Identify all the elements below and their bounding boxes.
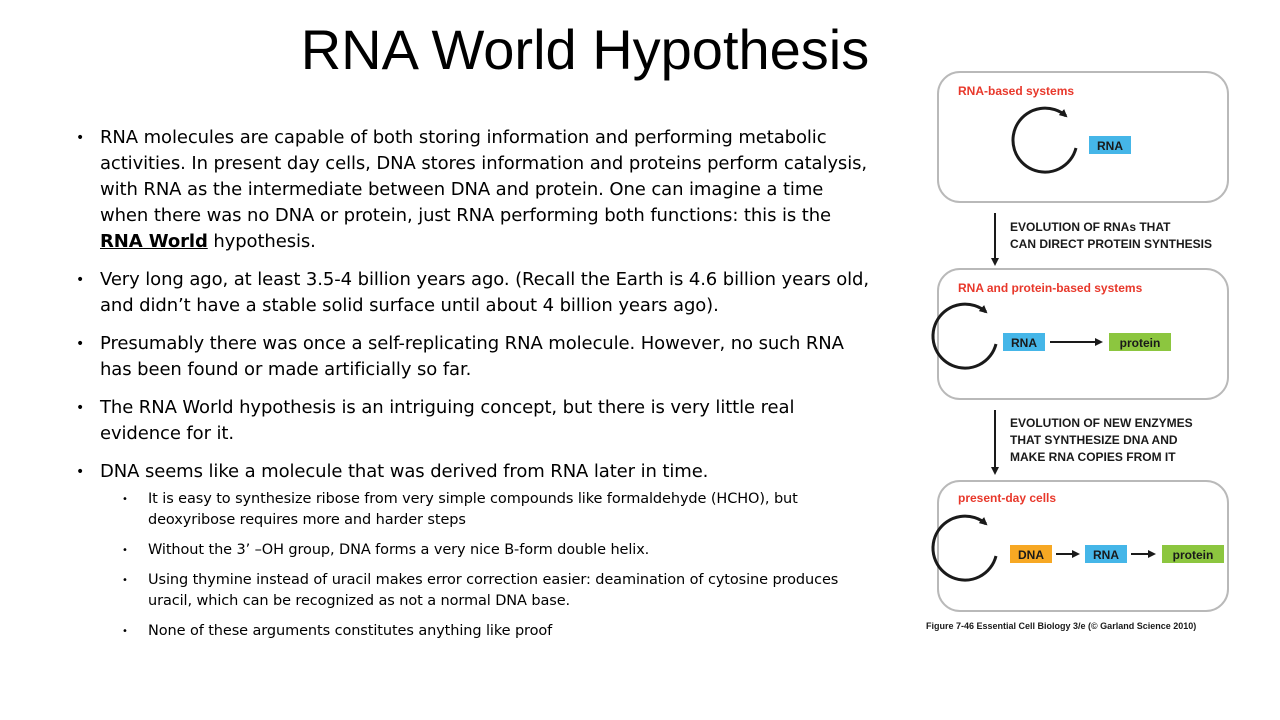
sub-bullet-item	[100, 570, 876, 612]
sub-bullet-dot-icon: •	[122, 545, 128, 556]
step2-line2: THAT SYNTHESIZE DNA AND	[1010, 433, 1178, 447]
sub-bullet-text: Using thymine instead of uracil makes error correction easier: deamination of cytosine produces uracil, which can be recognized as not a normal DNA base.	[148, 572, 839, 609]
sub-bullet-dot-icon: •	[122, 494, 128, 505]
rna-label: RNA	[1011, 336, 1037, 350]
rna-label: RNA	[1097, 139, 1123, 153]
sub-bullet-item	[100, 621, 876, 642]
rna-label: RNA	[1093, 548, 1119, 562]
bullet-dot-icon: •	[76, 336, 85, 352]
sub-bullet-text: Without the 3’ –OH group, DNA forms a very nice B-form double helix.	[148, 542, 650, 558]
protein-label: protein	[1172, 548, 1214, 562]
bullet-text: Presumably there was once a self-replicating RNA molecule. However, no such RNA has been found or made artificially so far.	[100, 333, 844, 380]
bullet-item	[76, 267, 876, 319]
sub-bullet-dot-icon: •	[122, 575, 128, 586]
step1-line1: EVOLUTION OF RNAs THAT	[1010, 220, 1171, 234]
bullet-dot-icon: •	[76, 130, 85, 146]
sub-bullet-item	[100, 489, 876, 531]
bullet-text: DNA seems like a molecule that was derived from RNA later in time.	[100, 461, 709, 482]
step1-line2: CAN DIRECT PROTEIN SYNTHESIS	[1010, 237, 1213, 251]
bullet-item	[76, 331, 876, 383]
bullet-text: RNA molecules are capable of both storing information and performing metabolic activities. In present day cells, DNA stores information and proteins perform catalysis, with RNA as the intermediate between DNA and protein. One can imagine a time when there was no DNA or protein, just RNA performing both functions: this is the	[100, 127, 868, 226]
step2-line1: EVOLUTION OF NEW ENZYMES	[1010, 416, 1193, 430]
sub-bullet-dot-icon: •	[122, 626, 128, 637]
bullet-text: The RNA World hypothesis is an intriguing concept, but there is very little real evidence for it.	[100, 397, 795, 444]
figure-svg	[926, 68, 1246, 638]
rna-world-figure	[926, 68, 1246, 638]
bullet-text: Very long ago, at least 3.5-4 billion years ago. (Recall the Earth is 4.6 billion years old, and didn’t have a stable solid surface until about 4 billion years ago).	[100, 269, 869, 316]
sub-bullet-item	[100, 540, 876, 561]
sub-bullet-list	[100, 489, 876, 642]
panel2-title: RNA and protein-based systems	[958, 281, 1143, 295]
bullet-dot-icon: •	[76, 400, 85, 416]
bullet-list	[76, 125, 876, 651]
rna-world-emphasis: RNA World	[100, 231, 208, 252]
panel3-title: present-day cells	[958, 491, 1057, 505]
bullet-item	[76, 459, 876, 642]
sub-bullet-text: It is easy to synthesize ribose from very simple compounds like formaldehyde (HCHO), but deoxyribose requires more and harder steps	[148, 491, 798, 528]
dna-label: DNA	[1018, 548, 1044, 562]
figure-caption: Figure 7-46 Essential Cell Biology 3/e (© Garland Science 2010)	[926, 621, 1197, 631]
bullet-dot-icon: •	[76, 272, 85, 288]
slide-title: RNA World Hypothesis	[300, 18, 870, 81]
panel1-title: RNA-based systems	[958, 84, 1075, 98]
sub-bullet-text: None of these arguments constitutes anything like proof	[148, 623, 553, 639]
bullet-item	[76, 395, 876, 447]
bullet-dot-icon: •	[76, 464, 85, 480]
step2-line3: MAKE RNA COPIES FROM IT	[1010, 450, 1176, 464]
protein-label: protein	[1119, 336, 1161, 350]
bullet-item	[76, 125, 876, 255]
bullet-text: hypothesis.	[207, 231, 316, 252]
